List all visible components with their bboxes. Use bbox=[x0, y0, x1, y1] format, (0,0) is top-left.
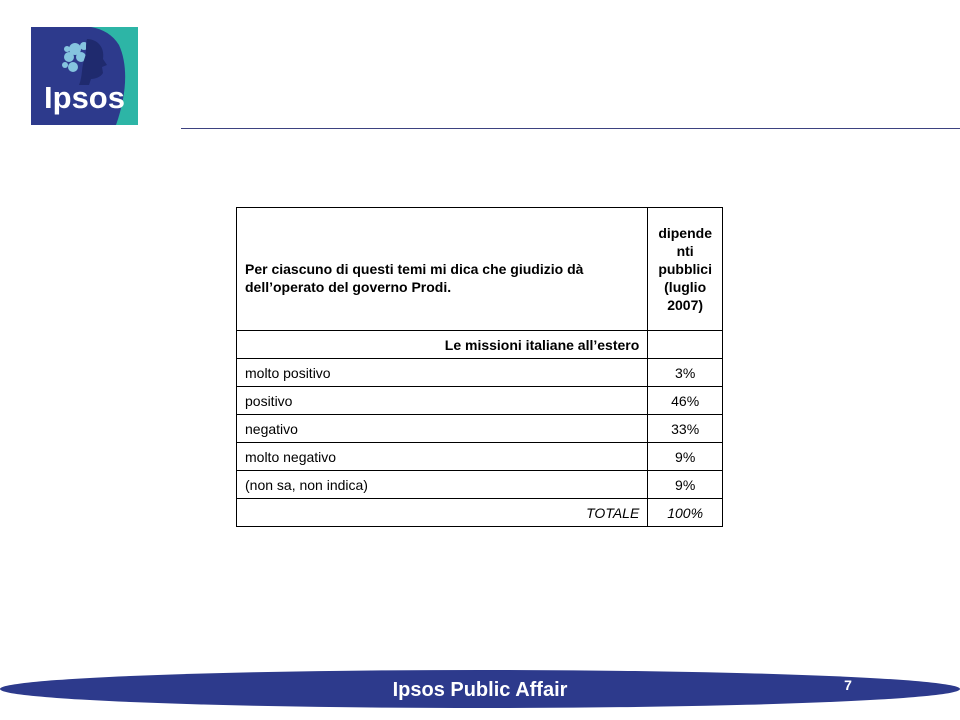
row-value: 33% bbox=[648, 415, 723, 443]
row-label: molto positivo bbox=[237, 359, 648, 387]
footer-title: Ipsos Public Affair bbox=[392, 679, 568, 701]
column-header-line: pubblici bbox=[658, 261, 712, 277]
table-header-row bbox=[237, 208, 723, 331]
column-header-line: nti bbox=[676, 243, 694, 259]
row-label: positivo bbox=[237, 387, 648, 415]
page-number: 7 bbox=[844, 677, 852, 693]
question-cell: Per ciascuno di questi temi mi dica che giudizio dà dell’operato del governo Prodi. bbox=[237, 208, 648, 331]
table-row bbox=[237, 387, 723, 415]
column-header-line: dipende bbox=[658, 225, 712, 241]
row-label: (non sa, non indica) bbox=[237, 471, 648, 499]
total-value: 100% bbox=[648, 499, 723, 527]
ipsos-logo bbox=[31, 27, 138, 125]
header-divider bbox=[181, 128, 960, 129]
table-row bbox=[237, 443, 723, 471]
row-value: 9% bbox=[648, 443, 723, 471]
row-value: 9% bbox=[648, 471, 723, 499]
row-value: 3% bbox=[648, 359, 723, 387]
table-row bbox=[237, 359, 723, 387]
table-row bbox=[237, 471, 723, 499]
section-label: Le missioni italiane all’estero bbox=[237, 331, 648, 359]
row-label: molto negativo bbox=[237, 443, 648, 471]
column-header-line: (luglio bbox=[664, 279, 707, 295]
column-header-cell bbox=[648, 208, 723, 331]
total-row bbox=[237, 499, 723, 527]
logo-wordmark: Ipsos bbox=[44, 80, 125, 115]
column-header-line: 2007) bbox=[667, 297, 704, 313]
section-value-empty bbox=[648, 331, 723, 359]
survey-results-table bbox=[236, 207, 723, 527]
row-value: 46% bbox=[648, 387, 723, 415]
section-row bbox=[237, 331, 723, 359]
table-row bbox=[237, 415, 723, 443]
row-label: negativo bbox=[237, 415, 648, 443]
total-label: TOTALE bbox=[237, 499, 648, 527]
